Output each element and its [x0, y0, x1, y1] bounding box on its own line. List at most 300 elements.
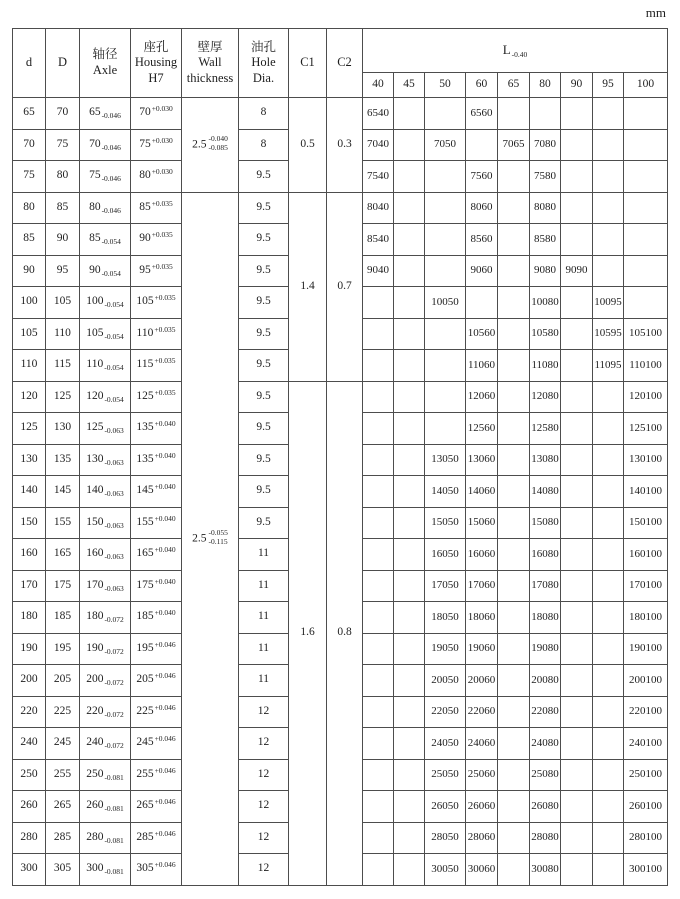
header-line: Axle — [92, 63, 118, 77]
housing-cell — [131, 570, 182, 602]
l-value-cell — [593, 381, 624, 413]
l-column-header-50: 50 — [425, 73, 466, 98]
axle-tolerance: -0.063 — [104, 552, 124, 562]
l-value-cell — [498, 539, 530, 571]
housing-base: 175 — [136, 578, 154, 591]
l-value-cell — [425, 192, 466, 224]
l-value-cell — [593, 413, 624, 445]
axle-base: 130 — [86, 452, 104, 465]
l-value-cell: 10080 — [530, 287, 561, 319]
l-value-cell — [363, 413, 394, 445]
l-value-cell: 9090 — [561, 255, 593, 287]
oil-hole-cell: 12 — [239, 728, 289, 760]
d-cell: 100 — [13, 287, 46, 319]
axle-base: 80 — [89, 200, 101, 213]
outer-diameter-cell: 135 — [46, 444, 80, 476]
l-value-cell — [394, 413, 425, 445]
l-value-cell: 15060 — [466, 507, 498, 539]
l-value-cell — [363, 854, 394, 886]
l-value-cell — [425, 413, 466, 445]
l-value-cell — [498, 444, 530, 476]
l-value-cell: 15080 — [530, 507, 561, 539]
l-value-cell — [498, 413, 530, 445]
l-value-cell: 9060 — [466, 255, 498, 287]
table-body — [13, 98, 668, 886]
axle-base: 70 — [89, 137, 101, 150]
housing-cell — [131, 192, 182, 224]
axle-base: 160 — [86, 547, 104, 560]
axle-tolerance: -0.054 — [101, 268, 121, 278]
housing-base: 285 — [136, 830, 154, 843]
l-value-cell — [561, 791, 593, 823]
l-value-cell — [498, 854, 530, 886]
housing-cell — [131, 381, 182, 413]
l-value-cell — [561, 476, 593, 508]
l-value-cell — [593, 570, 624, 602]
outer-diameter-cell: 80 — [46, 161, 80, 193]
oil-hole-cell: 11 — [239, 539, 289, 571]
axle-tolerance: -0.072 — [104, 678, 124, 688]
l-value-cell: 14080 — [530, 476, 561, 508]
l-value-cell: 12560 — [466, 413, 498, 445]
d-cell: 220 — [13, 696, 46, 728]
l-value-cell: 19050 — [425, 633, 466, 665]
l-value-cell — [561, 413, 593, 445]
housing-tolerance: +0.040 — [154, 450, 176, 460]
housing-cell — [131, 255, 182, 287]
housing-cell — [131, 539, 182, 571]
l-value-cell: 8560 — [466, 224, 498, 256]
d-cell: 300 — [13, 854, 46, 886]
l-value-cell — [530, 98, 561, 130]
l-value-cell: 160100 — [624, 539, 668, 571]
c2-cell: 0.8 — [327, 381, 363, 885]
axle-base: 150 — [86, 515, 104, 528]
wall-thickness-value: 2.5 — [192, 532, 207, 545]
l-value-cell: 120100 — [624, 381, 668, 413]
housing-cell — [131, 224, 182, 256]
l-value-cell: 20060 — [466, 665, 498, 697]
housing-base: 105 — [136, 295, 154, 308]
axle-cell — [80, 539, 131, 571]
housing-tolerance: +0.046 — [154, 765, 176, 775]
oil-hole-cell: 11 — [239, 602, 289, 634]
l-value-cell: 22080 — [530, 696, 561, 728]
wall-tolerance-upper: -0.040 — [208, 134, 228, 144]
oil-hole-cell: 12 — [239, 759, 289, 791]
column-header-c1: C1 — [289, 29, 327, 98]
l-value-cell: 12080 — [530, 381, 561, 413]
axle-base: 140 — [86, 484, 104, 497]
d-cell: 150 — [13, 507, 46, 539]
l-value-cell — [498, 98, 530, 130]
housing-base: 90 — [139, 232, 151, 245]
l-value-cell — [561, 129, 593, 161]
dimension-spec-table — [12, 28, 668, 886]
axle-cell — [80, 602, 131, 634]
axle-base: 300 — [86, 862, 104, 875]
l-value-cell: 25060 — [466, 759, 498, 791]
d-cell: 130 — [13, 444, 46, 476]
housing-cell — [131, 507, 182, 539]
housing-cell — [131, 413, 182, 445]
l-value-cell: 17080 — [530, 570, 561, 602]
housing-tolerance: +0.040 — [154, 419, 176, 429]
l-value-cell — [624, 224, 668, 256]
l-value-cell — [466, 129, 498, 161]
axle-tolerance: -0.081 — [104, 804, 124, 814]
l-column-header-45: 45 — [394, 73, 425, 98]
axle-cell — [80, 507, 131, 539]
housing-tolerance: +0.035 — [154, 324, 176, 334]
l-value-cell: 110100 — [624, 350, 668, 382]
l-value-cell: 8040 — [363, 192, 394, 224]
axle-base: 170 — [86, 578, 104, 591]
outer-diameter-cell: 285 — [46, 822, 80, 854]
axle-tolerance: -0.046 — [101, 142, 121, 152]
l-value-cell — [498, 759, 530, 791]
axle-tolerance: -0.072 — [104, 741, 124, 751]
l-value-cell: 26080 — [530, 791, 561, 823]
l-value-cell: 24080 — [530, 728, 561, 760]
housing-tolerance: +0.046 — [154, 828, 176, 838]
l-value-cell: 180100 — [624, 602, 668, 634]
axle-base: 220 — [86, 704, 104, 717]
housing-base: 265 — [136, 799, 154, 812]
housing-cell — [131, 350, 182, 382]
housing-base: 225 — [136, 704, 154, 717]
axle-base: 190 — [86, 641, 104, 654]
housing-base: 185 — [136, 610, 154, 623]
axle-tolerance: -0.081 — [104, 867, 124, 877]
l-value-cell: 150100 — [624, 507, 668, 539]
housing-tolerance: +0.030 — [151, 167, 173, 177]
oil-hole-cell: 9.5 — [239, 381, 289, 413]
axle-base: 105 — [86, 326, 104, 339]
l-value-cell — [561, 98, 593, 130]
column-header-c2: C2 — [327, 29, 363, 98]
l-header-base: L — [502, 42, 511, 58]
l-value-cell — [498, 602, 530, 634]
l-value-cell: 6560 — [466, 98, 498, 130]
oil-hole-cell: 11 — [239, 633, 289, 665]
oil-hole-cell: 9.5 — [239, 476, 289, 508]
l-value-cell: 7065 — [498, 129, 530, 161]
l-value-cell: 7050 — [425, 129, 466, 161]
l-value-cell: 10595 — [593, 318, 624, 350]
oil-hole-cell: 11 — [239, 570, 289, 602]
housing-cell — [131, 129, 182, 161]
housing-base: 245 — [136, 736, 154, 749]
axle-tolerance: -0.063 — [104, 583, 124, 593]
housing-tolerance: +0.035 — [151, 230, 173, 240]
oil-hole-cell: 9.5 — [239, 192, 289, 224]
l-column-header-60: 60 — [466, 73, 498, 98]
l-value-cell — [363, 287, 394, 319]
l-value-cell — [498, 728, 530, 760]
axle-base: 200 — [86, 673, 104, 686]
outer-diameter-cell: 105 — [46, 287, 80, 319]
l-value-cell: 11080 — [530, 350, 561, 382]
header-line: Hole — [251, 55, 276, 70]
axle-cell — [80, 287, 131, 319]
oil-hole-cell: 9.5 — [239, 224, 289, 256]
axle-tolerance: -0.046 — [101, 174, 121, 184]
axle-cell — [80, 381, 131, 413]
l-value-cell: 190100 — [624, 633, 668, 665]
l-column-header-95: 95 — [593, 73, 624, 98]
table-header — [13, 29, 668, 98]
outer-diameter-cell: 110 — [46, 318, 80, 350]
axle-tolerance: -0.081 — [104, 772, 124, 782]
l-value-cell — [425, 350, 466, 382]
outer-diameter-cell: 145 — [46, 476, 80, 508]
column-header-D: D — [46, 29, 80, 98]
l-value-cell: 105100 — [624, 318, 668, 350]
l-value-cell: 7560 — [466, 161, 498, 193]
housing-base: 155 — [136, 515, 154, 528]
l-column-header-80: 80 — [530, 73, 561, 98]
l-value-cell: 24060 — [466, 728, 498, 760]
l-value-cell: 10580 — [530, 318, 561, 350]
l-value-cell — [561, 602, 593, 634]
l-value-cell: 30060 — [466, 854, 498, 886]
c1-cell: 1.4 — [289, 192, 327, 381]
l-value-cell — [561, 539, 593, 571]
axle-cell — [80, 129, 131, 161]
axle-cell — [80, 413, 131, 445]
axle-cell — [80, 854, 131, 886]
outer-diameter-cell: 70 — [46, 98, 80, 130]
l-value-cell — [498, 633, 530, 665]
l-value-cell — [498, 318, 530, 350]
c1-cell: 1.6 — [289, 381, 327, 885]
d-cell: 120 — [13, 381, 46, 413]
housing-base: 110 — [136, 326, 154, 339]
housing-tolerance: +0.040 — [154, 545, 176, 555]
housing-base: 85 — [139, 200, 151, 213]
l-value-cell — [593, 129, 624, 161]
l-value-cell — [363, 507, 394, 539]
l-value-cell — [363, 822, 394, 854]
oil-hole-cell: 12 — [239, 791, 289, 823]
l-value-cell — [363, 696, 394, 728]
axle-cell — [80, 822, 131, 854]
housing-base: 255 — [136, 767, 154, 780]
l-value-cell — [593, 822, 624, 854]
d-cell: 80 — [13, 192, 46, 224]
l-value-cell: 13080 — [530, 444, 561, 476]
axle-tolerance: -0.072 — [104, 709, 124, 719]
l-value-cell: 260100 — [624, 791, 668, 823]
l-value-cell — [394, 444, 425, 476]
axle-tolerance: -0.054 — [104, 394, 124, 404]
l-value-cell: 10095 — [593, 287, 624, 319]
header-line: 轴径 — [92, 47, 118, 62]
l-value-cell — [561, 854, 593, 886]
oil-hole-cell: 8 — [239, 129, 289, 161]
l-value-cell — [394, 161, 425, 193]
axle-cell — [80, 318, 131, 350]
housing-tolerance: +0.040 — [154, 576, 176, 586]
axle-base: 260 — [86, 799, 104, 812]
header-line: Wall — [198, 55, 222, 70]
l-value-cell: 14050 — [425, 476, 466, 508]
l-value-cell: 28080 — [530, 822, 561, 854]
l-value-cell: 22060 — [466, 696, 498, 728]
l-value-cell: 28060 — [466, 822, 498, 854]
l-value-cell — [394, 791, 425, 823]
l-value-cell — [498, 224, 530, 256]
axle-cell — [80, 192, 131, 224]
l-value-cell: 17060 — [466, 570, 498, 602]
l-value-cell — [394, 381, 425, 413]
outer-diameter-cell: 115 — [46, 350, 80, 382]
l-value-cell — [593, 255, 624, 287]
l-value-cell: 10560 — [466, 318, 498, 350]
housing-base: 75 — [139, 137, 151, 150]
axle-base: 65 — [89, 106, 101, 119]
l-value-cell: 170100 — [624, 570, 668, 602]
l-value-cell — [498, 665, 530, 697]
l-value-cell — [593, 633, 624, 665]
housing-base: 145 — [136, 484, 154, 497]
wall-thickness-cell — [182, 192, 239, 885]
housing-base: 80 — [139, 169, 151, 182]
housing-cell — [131, 791, 182, 823]
wall-thickness-value: 2.5 — [192, 138, 207, 151]
housing-tolerance: +0.046 — [154, 702, 176, 712]
axle-base: 240 — [86, 736, 104, 749]
d-cell: 125 — [13, 413, 46, 445]
housing-cell — [131, 633, 182, 665]
d-cell: 280 — [13, 822, 46, 854]
l-value-cell — [593, 444, 624, 476]
l-value-cell — [363, 602, 394, 634]
l-value-cell: 16060 — [466, 539, 498, 571]
outer-diameter-cell: 95 — [46, 255, 80, 287]
l-value-cell: 9080 — [530, 255, 561, 287]
outer-diameter-cell: 130 — [46, 413, 80, 445]
l-value-cell — [593, 224, 624, 256]
axle-tolerance: -0.063 — [104, 489, 124, 499]
axle-cell — [80, 255, 131, 287]
l-value-cell — [363, 444, 394, 476]
l-value-cell — [425, 224, 466, 256]
l-value-cell: 300100 — [624, 854, 668, 886]
l-value-cell — [593, 791, 624, 823]
l-value-cell — [624, 161, 668, 193]
outer-diameter-cell: 205 — [46, 665, 80, 697]
axle-cell — [80, 665, 131, 697]
l-value-cell — [394, 854, 425, 886]
l-value-cell — [593, 539, 624, 571]
l-value-cell: 16050 — [425, 539, 466, 571]
l-value-cell — [394, 728, 425, 760]
axle-base: 90 — [89, 263, 101, 276]
housing-tolerance: +0.035 — [154, 356, 176, 366]
l-value-cell — [498, 192, 530, 224]
l-value-cell: 16080 — [530, 539, 561, 571]
housing-base: 205 — [136, 673, 154, 686]
wall-tolerance-stack — [209, 529, 228, 546]
l-value-cell: 12060 — [466, 381, 498, 413]
housing-cell — [131, 287, 182, 319]
l-value-cell — [394, 602, 425, 634]
oil-hole-cell: 9.5 — [239, 413, 289, 445]
oil-hole-cell: 9.5 — [239, 350, 289, 382]
outer-diameter-cell: 125 — [46, 381, 80, 413]
header-line: Housing — [134, 55, 178, 70]
housing-cell — [131, 602, 182, 634]
l-value-cell — [593, 759, 624, 791]
housing-cell — [131, 98, 182, 130]
l-column-header-100: 100 — [624, 73, 668, 98]
l-value-cell — [561, 507, 593, 539]
l-value-cell — [561, 822, 593, 854]
l-value-cell — [363, 791, 394, 823]
l-value-cell — [593, 854, 624, 886]
housing-cell — [131, 161, 182, 193]
axle-tolerance: -0.046 — [101, 111, 121, 121]
wall-tolerance-stack — [209, 135, 228, 152]
axle-cell — [80, 728, 131, 760]
housing-base: 115 — [136, 358, 154, 371]
l-value-cell — [561, 224, 593, 256]
l-value-cell: 25080 — [530, 759, 561, 791]
l-value-cell: 26060 — [466, 791, 498, 823]
axle-tolerance: -0.063 — [104, 426, 124, 436]
axle-cell — [80, 759, 131, 791]
l-value-cell: 25050 — [425, 759, 466, 791]
column-header-axle — [80, 29, 131, 98]
header-row-main — [13, 29, 668, 73]
outer-diameter-cell: 85 — [46, 192, 80, 224]
l-value-cell — [498, 476, 530, 508]
axle-cell — [80, 791, 131, 823]
outer-diameter-cell: 90 — [46, 224, 80, 256]
l-value-cell: 18060 — [466, 602, 498, 634]
housing-tolerance: +0.046 — [154, 671, 176, 681]
housing-tolerance: +0.040 — [154, 608, 176, 618]
oil-hole-cell: 9.5 — [239, 444, 289, 476]
l-value-cell — [394, 633, 425, 665]
oil-hole-cell: 9.5 — [239, 507, 289, 539]
l-value-cell — [624, 98, 668, 130]
l-value-cell: 12580 — [530, 413, 561, 445]
l-value-cell: 11060 — [466, 350, 498, 382]
axle-cell — [80, 696, 131, 728]
oil-hole-cell: 8 — [239, 98, 289, 130]
housing-cell — [131, 728, 182, 760]
l-value-cell — [561, 759, 593, 791]
l-value-cell: 8060 — [466, 192, 498, 224]
d-cell: 260 — [13, 791, 46, 823]
housing-cell — [131, 822, 182, 854]
wall-tolerance-lower: -0.085 — [208, 142, 228, 152]
housing-tolerance: +0.035 — [154, 293, 176, 303]
l-value-cell — [394, 224, 425, 256]
l-value-cell — [593, 507, 624, 539]
header-line: H7 — [148, 70, 164, 85]
l-value-cell: 7580 — [530, 161, 561, 193]
l-value-cell — [593, 602, 624, 634]
l-value-cell — [394, 822, 425, 854]
outer-diameter-cell: 165 — [46, 539, 80, 571]
l-column-header-40: 40 — [363, 73, 394, 98]
l-value-cell — [394, 350, 425, 382]
l-value-cell: 20050 — [425, 665, 466, 697]
